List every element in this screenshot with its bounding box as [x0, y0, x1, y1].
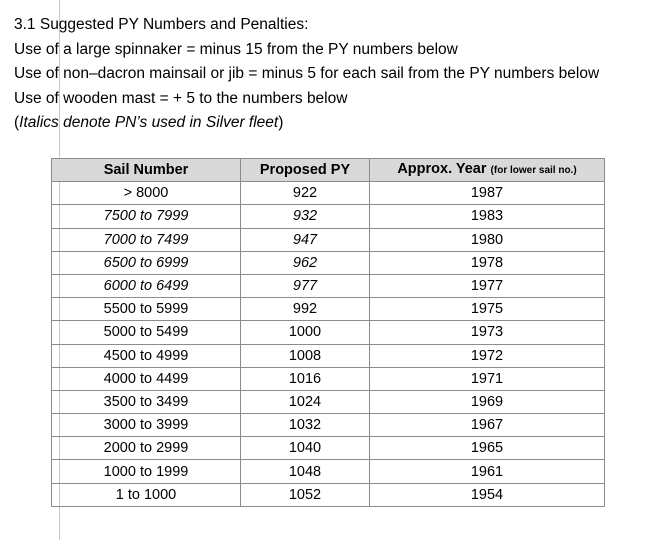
table-body	[52, 182, 605, 507]
approx-year-cell: 1965	[370, 437, 605, 460]
penalty-wooden-mast: Use of wooden mast = + 5 to the numbers below	[14, 89, 348, 107]
sail-number-cell: 7000 to 7499	[52, 228, 241, 251]
table-row	[52, 367, 605, 390]
penalty-sail-material: Use of non–dacron mainsail or jib = minus 5 for each sail from the PY numbers below	[14, 65, 600, 82]
table-row	[52, 182, 605, 205]
proposed-py-cell: 1048	[241, 460, 370, 483]
header-approx-year-note: (for lower sail no.)	[490, 165, 577, 177]
table-row	[52, 205, 605, 228]
header-sail-number: Sail Number	[52, 159, 241, 182]
table-header-row	[52, 159, 605, 182]
approx-year-cell: 1961	[370, 460, 605, 483]
table-row	[52, 460, 605, 483]
sail-number-cell: 5500 to 5999	[52, 298, 241, 321]
approx-year-cell: 1973	[370, 321, 605, 344]
sail-number-cell: 4000 to 4499	[52, 367, 241, 390]
table-row	[52, 321, 605, 344]
proposed-py-cell: 1040	[241, 437, 370, 460]
note-close-paren: )	[278, 114, 284, 131]
table-row	[52, 483, 605, 506]
sail-number-cell: 6000 to 6499	[52, 274, 241, 297]
section-text	[14, 13, 599, 136]
approx-year-cell: 1972	[370, 344, 605, 367]
proposed-py-cell: 947	[241, 228, 370, 251]
table-row	[52, 228, 605, 251]
approx-year-cell: 1987	[370, 182, 605, 205]
header-proposed-py: Proposed PY	[241, 159, 370, 182]
table-row	[52, 251, 605, 274]
proposed-py-cell: 1024	[241, 390, 370, 413]
proposed-py-cell: 1000	[241, 321, 370, 344]
approx-year-cell: 1969	[370, 390, 605, 413]
italics-note	[14, 111, 599, 136]
sail-number-cell: 1 to 1000	[52, 483, 241, 506]
sail-number-cell: 2000 to 2999	[52, 437, 241, 460]
proposed-py-cell: 1016	[241, 367, 370, 390]
section-heading: 3.1 Suggested PY Numbers and Penalties:	[14, 16, 309, 33]
sail-number-cell: > 8000	[52, 182, 241, 205]
table-row	[52, 344, 605, 367]
proposed-py-cell: 1032	[241, 414, 370, 437]
table-row	[52, 298, 605, 321]
py-numbers-table	[51, 158, 605, 507]
header-approx-year-label: Approx. Year	[397, 161, 487, 178]
proposed-py-cell: 932	[241, 205, 370, 228]
table-row	[52, 414, 605, 437]
table-row	[52, 437, 605, 460]
proposed-py-cell: 1008	[241, 344, 370, 367]
sail-number-cell: 5000 to 5499	[52, 321, 241, 344]
approx-year-cell: 1975	[370, 298, 605, 321]
approx-year-cell: 1980	[370, 228, 605, 251]
sail-number-cell: 4500 to 4999	[52, 344, 241, 367]
approx-year-cell: 1967	[370, 414, 605, 437]
table-row	[52, 274, 605, 297]
approx-year-cell: 1977	[370, 274, 605, 297]
note-italic-text: Italics denote PN’s used in Silver fleet	[19, 114, 279, 131]
sail-number-cell: 6500 to 6999	[52, 251, 241, 274]
approx-year-cell: 1971	[370, 367, 605, 390]
proposed-py-cell: 992	[241, 298, 370, 321]
proposed-py-cell: 962	[241, 251, 370, 274]
note-open-paren: (	[14, 114, 20, 131]
approx-year-cell: 1954	[370, 483, 605, 506]
penalty-spinnaker: Use of a large spinnaker = minus 15 from the PY numbers below	[14, 40, 458, 58]
sail-number-cell: 3000 to 3999	[52, 414, 241, 437]
header-approx-year	[370, 159, 605, 182]
proposed-py-cell: 977	[241, 274, 370, 297]
approx-year-cell: 1978	[370, 251, 605, 274]
sail-number-cell: 3500 to 3499	[52, 390, 241, 413]
sail-number-cell: 7500 to 7999	[52, 205, 241, 228]
sail-number-cell: 1000 to 1999	[52, 460, 241, 483]
table-row	[52, 390, 605, 413]
approx-year-cell: 1983	[370, 205, 605, 228]
proposed-py-cell: 1052	[241, 483, 370, 506]
proposed-py-cell: 922	[241, 182, 370, 205]
